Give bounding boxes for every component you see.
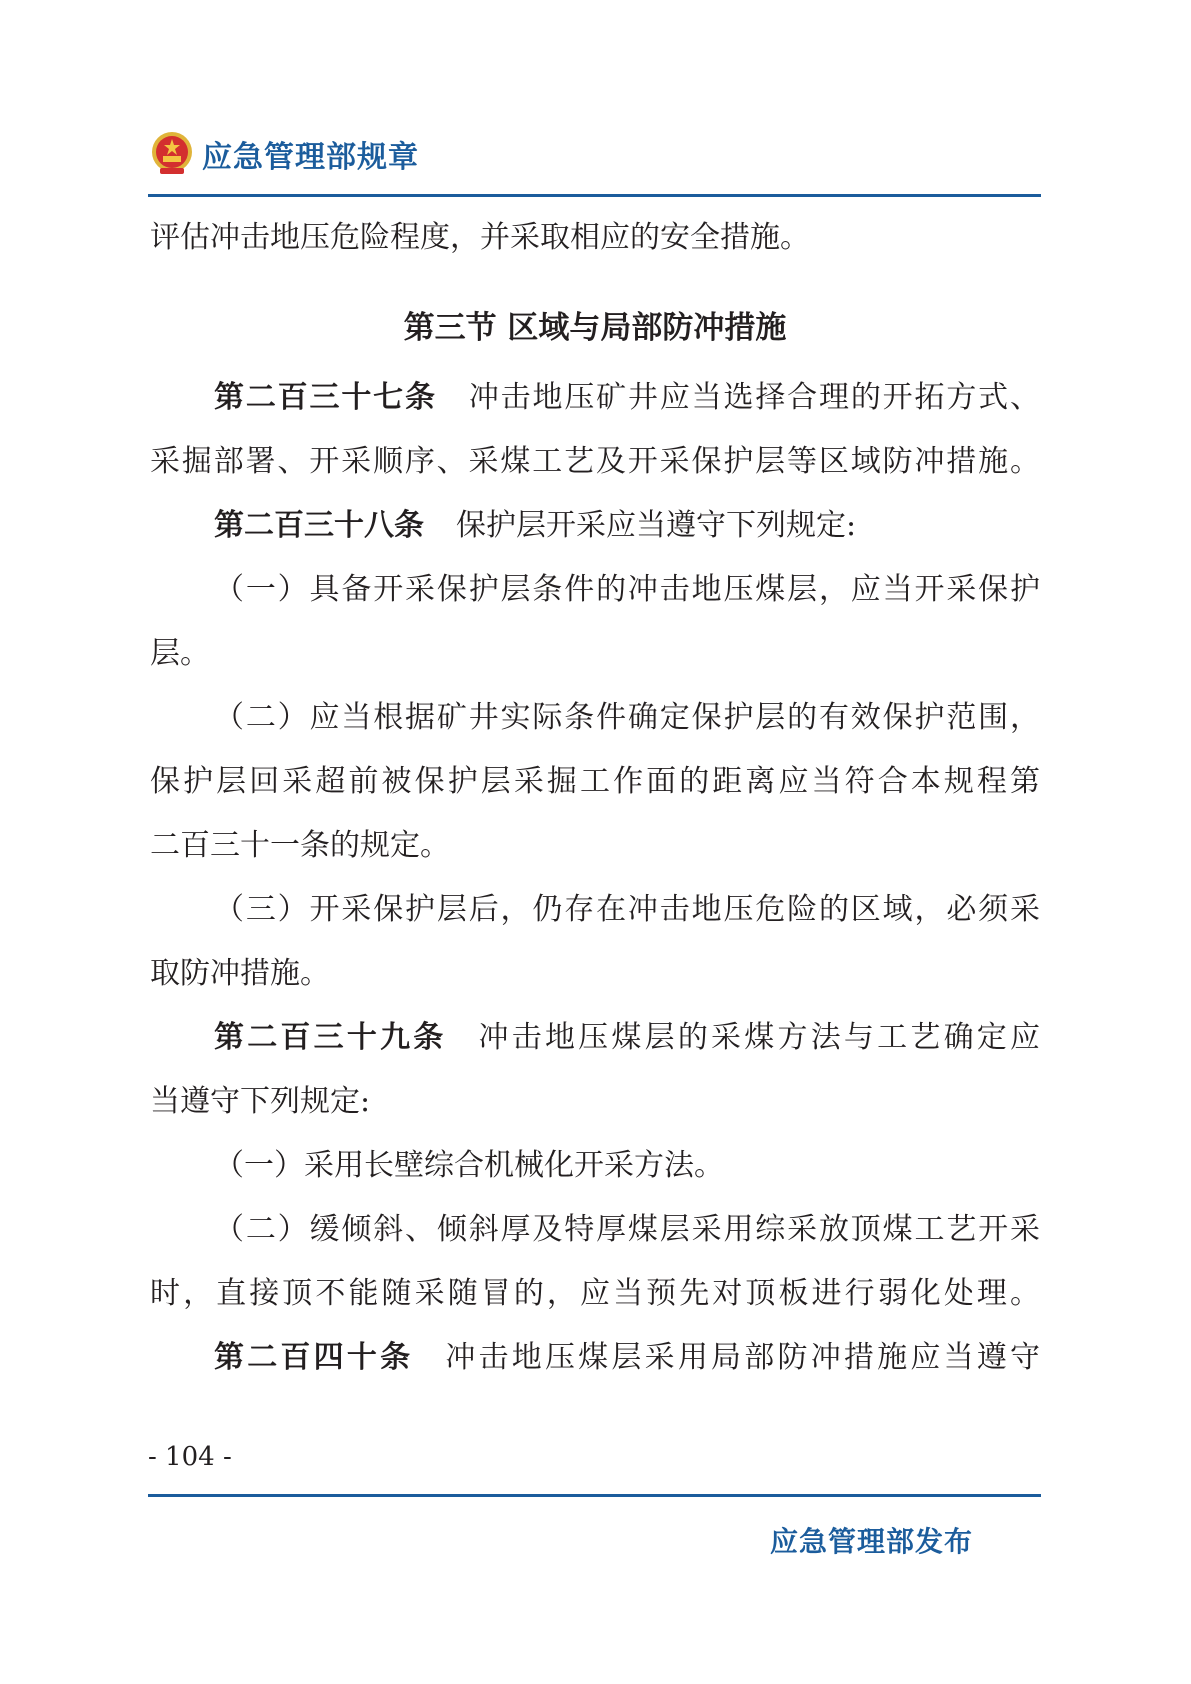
- article-text: 保护层开采应当遵守下列规定:: [456, 508, 857, 543]
- article-number: 第二百三十七条: [214, 380, 437, 415]
- article-text: 冲击地压煤层采用局部防冲措施应当遵守: [445, 1340, 1041, 1375]
- header-title: 应急管理部规章: [202, 140, 419, 175]
- national-emblem-icon: [150, 130, 194, 178]
- section-title: 第三节 区域与局部防冲措施: [403, 310, 787, 346]
- article-237-line: [150, 366, 1040, 430]
- list-item-line: 层。: [150, 636, 210, 671]
- article-239-line: 当遵守下列规定:: [150, 1084, 371, 1119]
- header-divider: [148, 194, 1041, 197]
- footer-divider: [148, 1494, 1041, 1497]
- list-item-line: （三）开采保护层后，仍存在冲击地压危险的区域，必须采: [214, 892, 1040, 927]
- article-237: [150, 366, 1040, 494]
- article-239: [150, 1006, 1040, 1326]
- article-number: 第二百三十八条: [214, 508, 424, 543]
- list-item-line: 保护层回采超前被保护层采掘工作面的距离应当符合本规程第: [150, 764, 1040, 799]
- list-item-line: 二百三十一条的规定。: [150, 828, 450, 863]
- article-240-line: [150, 1326, 1040, 1390]
- list-item-line: （二）缓倾斜、倾斜厚及特厚煤层采用综采放顶煤工艺开采: [214, 1212, 1040, 1247]
- list-item-line: 时，直接顶不能随采随冒的，应当预先对顶板进行弱化处理。: [150, 1276, 1040, 1311]
- page-header: [150, 126, 419, 182]
- article-239-line: [150, 1006, 1040, 1070]
- article-238-line: [150, 494, 1040, 558]
- page-number: - 104 -: [148, 1442, 232, 1472]
- continued-paragraph: 评估冲击地压危险程度，并采取相应的安全措施。: [150, 220, 810, 255]
- article-237-line: 采掘部署、开采顺序、采煤工艺及开采保护层等区域防冲措施。: [150, 444, 1040, 479]
- list-item-line: （一）采用长壁综合机械化开采方法。: [214, 1148, 724, 1183]
- article-number: 第二百四十条: [214, 1340, 414, 1375]
- list-item-line: （一）具备开采保护层条件的冲击地压煤层，应当开采保护: [214, 572, 1040, 607]
- list-item-line: （二）应当根据矿井实际条件确定保护层的有效保护范围，: [214, 700, 1040, 735]
- article-240: [150, 1326, 1040, 1390]
- article-238: [150, 494, 1040, 1006]
- footer-publisher: 应急管理部发布: [770, 1525, 974, 1558]
- list-item-line: 取防冲措施。: [150, 956, 330, 991]
- article-number: 第二百三十九条: [214, 1020, 447, 1055]
- article-text: 冲击地压矿井应当选择合理的开拓方式、: [468, 380, 1041, 415]
- article-text: 冲击地压煤层的采煤方法与工艺确定应: [478, 1020, 1041, 1055]
- document-body: [150, 206, 1040, 1390]
